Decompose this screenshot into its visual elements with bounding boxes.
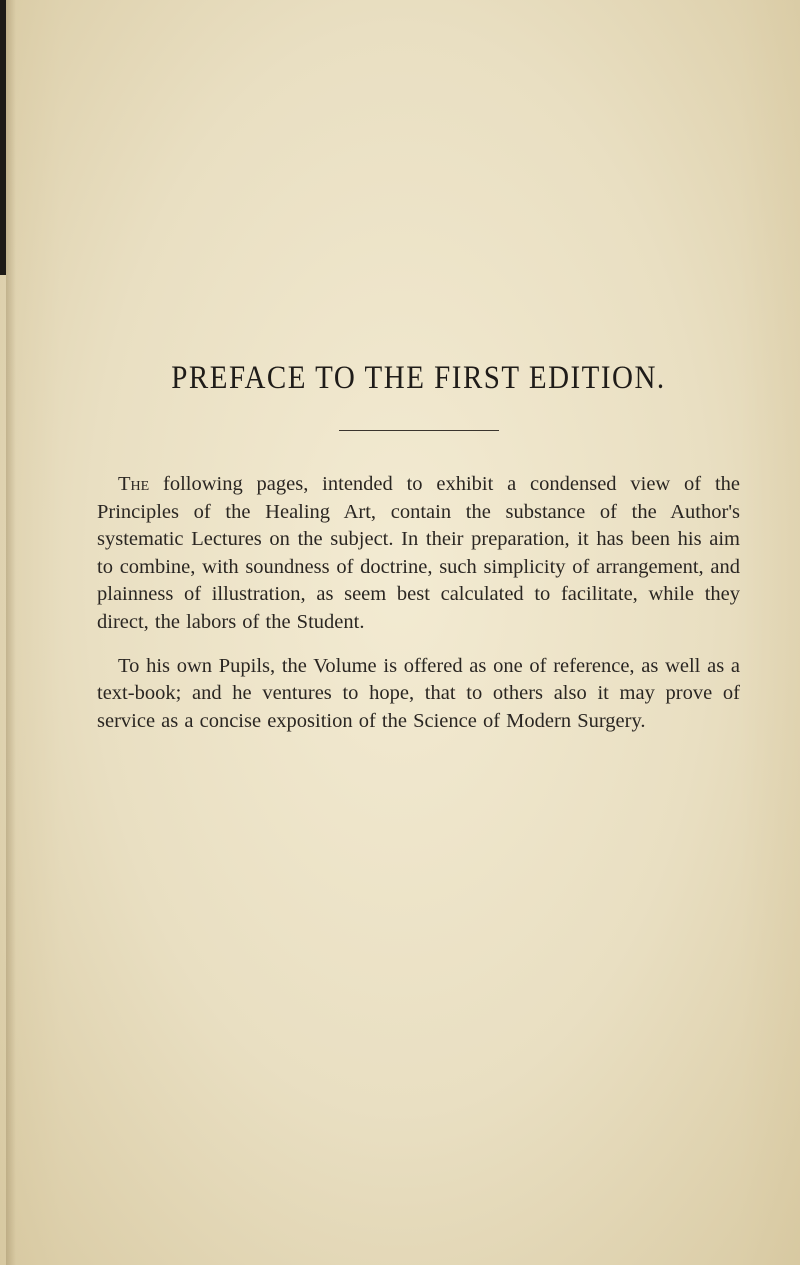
page-title: PREFACE TO THE FIRST EDITION. [171, 360, 666, 396]
paragraph-1-lead-word: The [118, 473, 150, 495]
paragraph-2-text: To his own Pupils, the Volume is offered as one of reference, as well as a text-book; and he ventures to hope, that to others also it may prove of service as a concise exposition of the Science of Modern Surgery. [97, 654, 740, 732]
page-content [97, 358, 740, 735]
paragraph-2 [97, 653, 740, 736]
binding-shadow [6, 0, 16, 1265]
title-divider [339, 430, 499, 431]
paragraph-1-text: following pages, intended to exhibit a condensed view of the Principles of the Healing Art, contain the substance of the Author's systematic Lectures on the subject. In their preparation, it has been his aim to combine, with soundness of doctrine, such simplicity of arrangement, and plainness of illustration, as seem best calculated to facilitate, while they direct, the labors of the Student. [97, 473, 740, 633]
paragraph-1 [97, 471, 740, 637]
